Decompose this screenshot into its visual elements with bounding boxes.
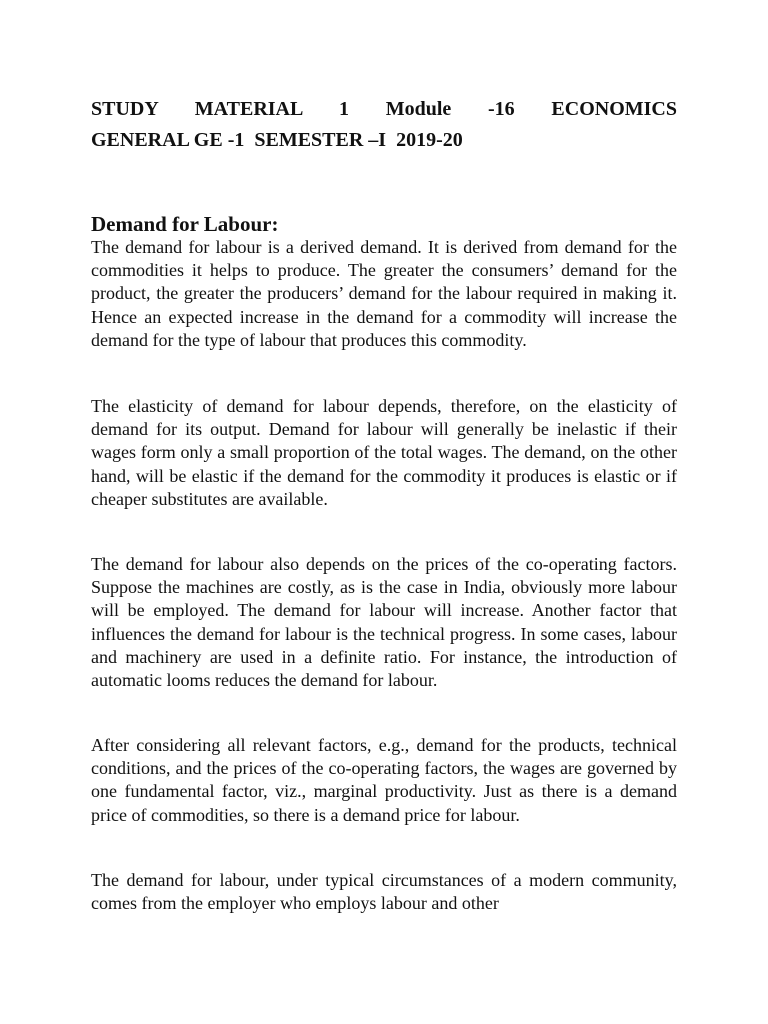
paragraph-1: The demand for labour is a derived demand. It is derived from demand for the commodities it helps to produce. The greater the consumers’ demand for the product, the greater the producers’ demand for the labour required in making it. Hence an expected increase in the demand for a commodity will increase the demand for the type of labour that produces this commodity. <box>91 237 677 350</box>
paragraph-3: The demand for labour also depends on the prices of the co-operating factors. Suppose the machines are costly, as is the case in India, obviously more labour will be employed. The demand for labour will increase. Another factor that influences the demand for labour is the technical progress. In some cases, labour and machinery are used in a definite ratio. For instance, the introduction of automatic looms reduces the demand for labour. <box>91 554 677 691</box>
title-line-1: STUDY MATERIAL 1 Module -16 ECONOMICS <box>91 98 677 120</box>
document-title <box>91 94 677 156</box>
section-heading: Demand for Labour: <box>91 212 279 236</box>
paragraph-2: The elasticity of demand for labour depends, therefore, on the elasticity of demand for its output. Demand for labour will generally be inelastic if their wages form only a small proportion of the total wages. The demand, on the other hand, will be elastic if the demand for the commodity it produces is elastic or if cheaper substitutes are available. <box>91 396 677 509</box>
title-line-2: GENERAL GE -1 SEMESTER –I 2019-20 <box>91 129 463 151</box>
paragraph-4: After considering all relevant factors, e.g., demand for the products, technical conditions, and the prices of the co-operating factors, the wages are governed by one fundamental factor, viz., marginal productivity. Just as there is a demand price of commodities, so there is a demand price for labour. <box>91 735 677 825</box>
paragraph-5: The demand for labour, under typical circumstances of a modern community, comes from the employer who employs labour and other <box>91 870 677 914</box>
